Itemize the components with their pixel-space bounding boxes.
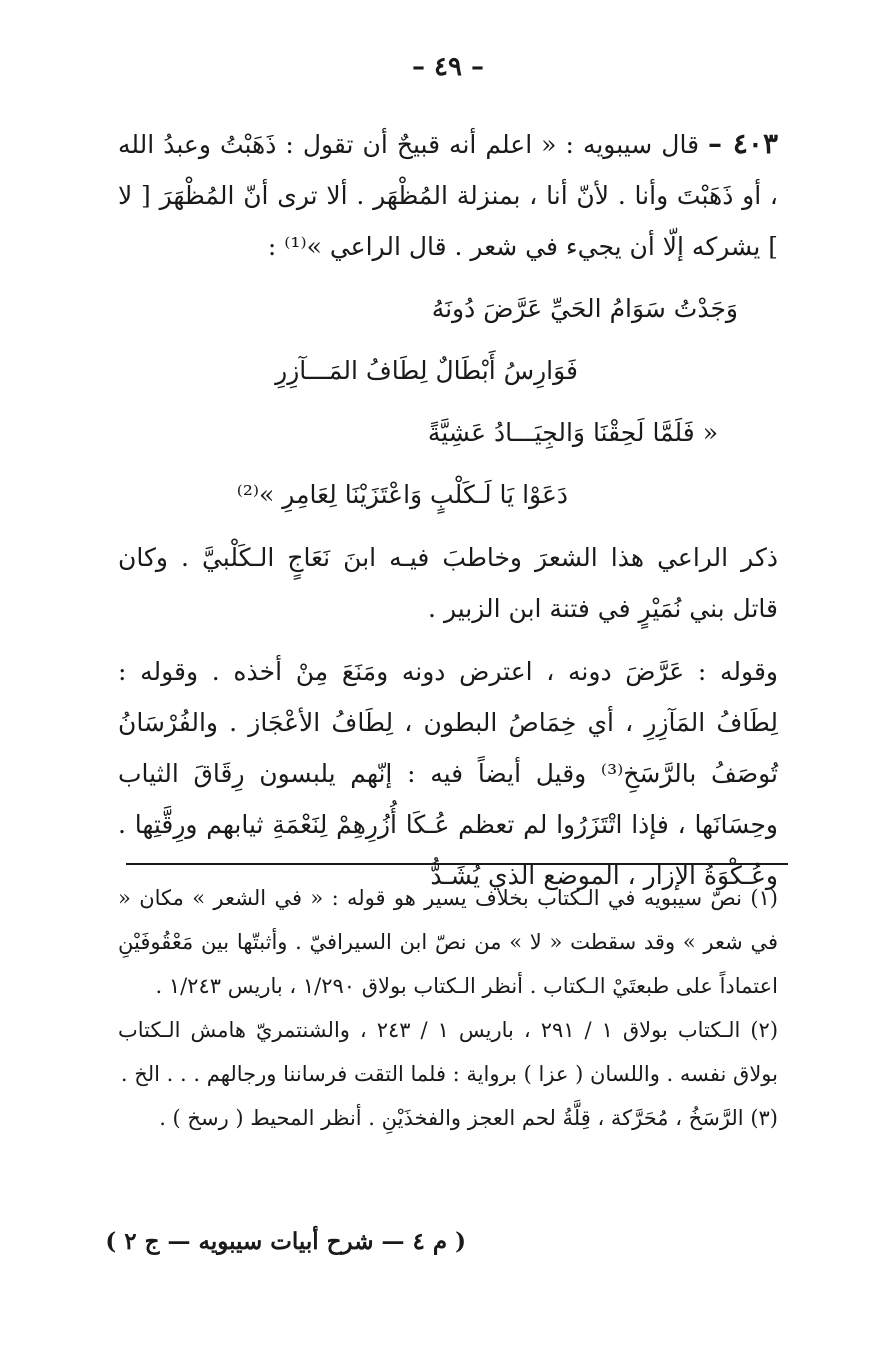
verse-line: « فَلَمَّا لَحِقْنَا وَالجِيَـــادُ عَشِيَّةً	[427, 418, 718, 447]
verse-line: دَعَوْا يَا لَـكَلْبٍ وَاعْتَزَيْنَا لِعَامِرِ »⁽²⁾	[236, 480, 568, 509]
paragraph: ذكر الراعي هذا الشعرَ وخاطبَ فيـه ابنَ نَعَاجٍ الـكَلْبيَّ . وكان قاتل بني نُمَيْرٍ في فتنة ابن الزبير .	[118, 543, 778, 623]
page-number: – ٤٩ –	[411, 52, 485, 82]
verse-line: فَوَارِسُ أَبْطَالٌ لِطَافُ المَـــآزِرِ	[275, 356, 578, 385]
verse-line: وَجَدْتُ سَوَامُ الحَيِّ عَرَّضَ دُونَهُ	[431, 294, 738, 323]
main-text	[118, 118, 778, 901]
entry-number: ٤٠٣ –	[708, 127, 778, 160]
footnote: (٢) الـكتاب بولاق ١ / ٢٩١ ، باريس ١ / ٢٤٣ ، والشنتمريّ هامش الـكتاب بولاق نفسه . واللسان ( عزا ) برواية : فلما التقت فرساننا ورجالهم . . . الخ .	[118, 1018, 779, 1086]
printer-signature: ( م ٤ — شرح أبيات سيبويه — ج ٢ )	[105, 1228, 466, 1255]
footnote: (٣) الرَّسَخُ ، مُحَرَّكة ، قِلَّةُ لحم العجز والفخذَيْنِ . أنظر المحيط ( رسخ ) .	[159, 1106, 778, 1130]
entry-intro-text: قال سيبويه : « اعلم أنه قبيحٌ أن تقول : ذَهَبْتُ وعبدُ الله ، أو ذَهَبْتَ وأنا . لأنّ أنا ، بمنزلة المُظْهَر . ألا ترى أنّ المُظْهَرَ [ لا ] يشركه إلّا أن يجيء في شعر . قال الراعي »⁽¹⁾ :	[118, 130, 778, 261]
footnote: (١) نصّ سيبويه في الـكتاب بخلاف يسير هو قوله : « في الشعر » مكان « في شعر » وقد سقطت « لا » من نصّ ابن السيرافيّ . وأثبتّها بين مَعْقُوفَيْنِ اعتماداً على طبعتَيْ الـكتاب . أنظر الـكتاب بولاق ١/٢٩٠ ، باريس ١/٢٤٣ .	[118, 886, 778, 998]
poem	[118, 278, 778, 526]
entry-intro	[118, 118, 778, 272]
footnote-divider	[126, 863, 788, 865]
paragraph: وقوله : عَرَّضَ دونه ، اعترض دونه ومَنَعَ مِنْ أخذه . وقوله : لِطَافُ المَآزِرِ ، أي خِمَاصُ البطون ، لِطَافُ الأعْجَاز . والفُرْسَانُ تُوصَفُ بالرَّسَخِ⁽³⁾ وقيل أيضاً فيه : إنّهم يلبسون رِقَاقَ الثياب وحِسَانَها ، فإذا اتْتَزَرُوا لم تعظم عُـكَا أُزُرِهِمْ لِنَعْمَةِ ثيابهم ورِقَّتِها . وعُـكْوَةُ الإزار ، الموضع الذي يُشَـدُّ	[118, 657, 779, 890]
footnotes	[118, 876, 778, 1140]
